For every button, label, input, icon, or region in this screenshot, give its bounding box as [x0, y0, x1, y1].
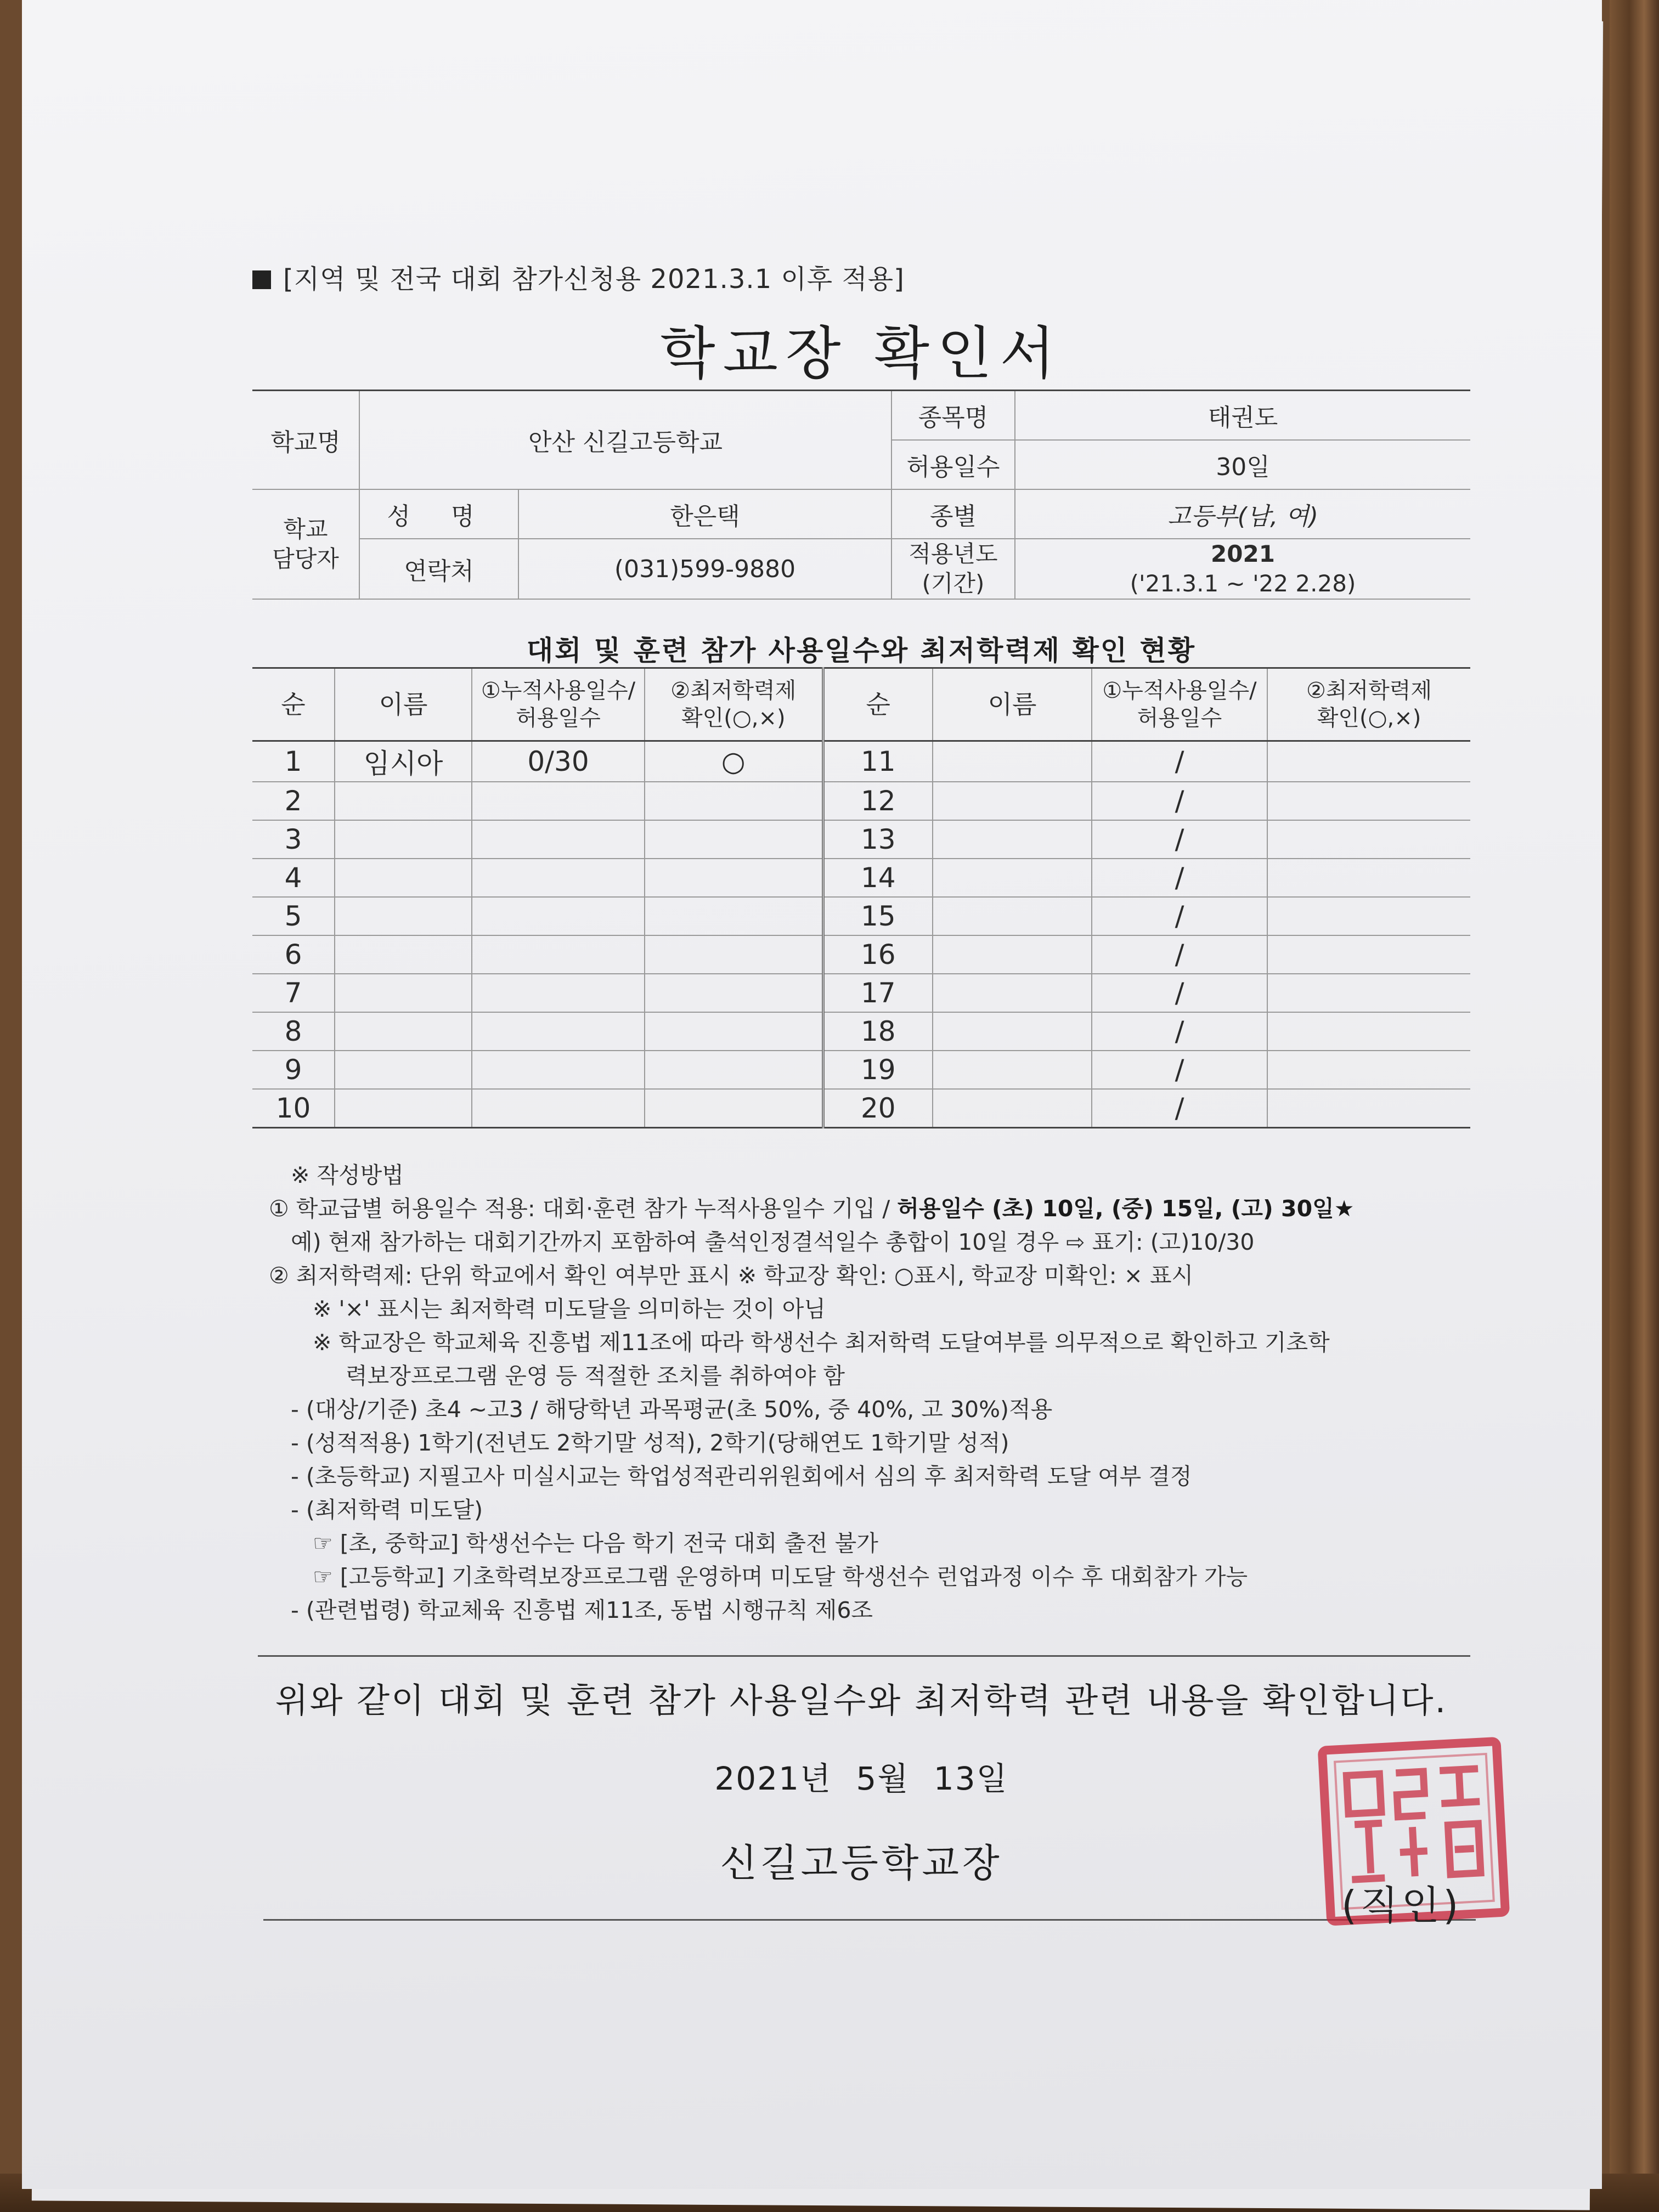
cell-right-name — [933, 974, 1092, 1012]
cell-right-no: 14 — [823, 859, 933, 897]
official-seal-mark: (직인) — [1341, 1882, 1462, 1928]
event-label: 종목명 — [891, 391, 1015, 441]
table-row — [252, 859, 1470, 897]
status-section-title: 대회 및 훈련 참가 사용일수와 최저학력제 확인 현황 — [526, 635, 1197, 667]
cell-right-no: 12 — [823, 782, 933, 820]
allowed-days-label: 허용일수 — [891, 440, 1015, 489]
year-label: 적용년도 (기간) — [891, 539, 1015, 599]
cell-right-days: / — [1092, 820, 1267, 859]
cell-right-days: / — [1092, 974, 1267, 1012]
instruction-item-2-note-2-cont: 력보장프로그램 운영 등 적절한 조치를 취하여야 함 — [346, 1363, 845, 1389]
cell-right-days: / — [1092, 935, 1267, 974]
cell-right-name — [933, 935, 1092, 974]
cell-left-days — [472, 782, 645, 820]
cell-left-no: 3 — [252, 820, 335, 859]
name-value: 한은택 — [518, 489, 891, 539]
cell-right-check — [1267, 897, 1470, 935]
cell-left-check — [645, 1089, 823, 1128]
instruction-detail-target: - (대상/기준) 초4 ~고3 / 해당학년 과목평균(초 50%, 중 40%, 고 30%)적용 — [291, 1396, 1053, 1423]
cell-left-name — [335, 782, 472, 820]
allowed-days-value: 30일 — [1015, 440, 1470, 489]
cell-left-no: 5 — [252, 897, 335, 935]
table-row — [252, 820, 1470, 859]
cell-right-name — [933, 1012, 1092, 1051]
document-page — [22, 0, 1602, 2189]
cell-right-no: 13 — [823, 820, 933, 859]
col-header-name: 이름 — [335, 668, 472, 741]
col-header-no: 순 — [252, 668, 335, 741]
status-header-row — [252, 668, 1470, 741]
instructions-section — [269, 1159, 1487, 1627]
cell-right-name — [933, 741, 1092, 782]
cell-left-days — [472, 1051, 645, 1089]
cell-right-days: / — [1092, 859, 1267, 897]
cell-left-days — [472, 974, 645, 1012]
cell-right-days: / — [1092, 897, 1267, 935]
cell-right-name — [933, 1051, 1092, 1089]
col-header-check: ②최저학력제 확인(○,×) — [645, 668, 823, 741]
cell-left-check — [645, 897, 823, 935]
table-row — [252, 741, 1470, 782]
table-row — [252, 974, 1470, 1012]
cell-right-check — [1267, 741, 1470, 782]
table-row — [252, 782, 1470, 820]
cell-right-check — [1267, 820, 1470, 859]
instruction-item-1-example: 예) 현재 참가하는 대회기간까지 포함하여 출석인정결석일수 총합이 10일 경우 ⇨ 표기: (고)10/30 — [291, 1229, 1255, 1255]
name-label: 성 명 — [359, 489, 518, 539]
col-header-no-right: 순 — [823, 668, 933, 741]
cell-left-no: 1 — [252, 741, 335, 782]
cell-left-no: 6 — [252, 935, 335, 974]
cell-left-days — [472, 897, 645, 935]
cell-left-check — [645, 1051, 823, 1089]
instruction-item-2: ② 최저학력제: 단위 학교에서 확인 여부만 표시 ※ 학교장 확인: ○표시, 학교장 미확인: × 표시 — [269, 1262, 1194, 1289]
cell-left-check — [645, 974, 823, 1012]
instruction-detail-below-min-b: ☞ [고등학교] 기초학력보장프로그램 운영하며 미도달 학생선수 런업과정 이수 후 대회참가 가능 — [313, 1564, 1248, 1590]
cell-right-check — [1267, 935, 1470, 974]
cell-left-name — [335, 820, 472, 859]
cell-left-name — [335, 935, 472, 974]
col-header-days-right: ①누적사용일수/ 허용일수 — [1092, 668, 1267, 741]
cell-right-days: / — [1092, 782, 1267, 820]
table-row — [252, 1051, 1470, 1089]
cell-right-no: 16 — [823, 935, 933, 974]
cell-right-days: / — [1092, 1089, 1267, 1128]
event-value: 태권도 — [1015, 391, 1470, 441]
cell-right-check — [1267, 1012, 1470, 1051]
cell-left-no: 8 — [252, 1012, 335, 1051]
instruction-detail-grades: - (성적적용) 1학기(전년도 2학기말 성적), 2학기(당해연도 1학기말 성적) — [291, 1430, 1009, 1456]
cell-left-check — [645, 935, 823, 974]
table-row — [252, 1089, 1470, 1128]
school-name-label: 학교명 — [252, 391, 359, 490]
cell-left-name: 임시아 — [335, 741, 472, 782]
table-row — [252, 935, 1470, 974]
cell-right-name — [933, 1089, 1092, 1128]
divider — [263, 1919, 1476, 1921]
document-title: 학교장 확인서 — [660, 320, 1063, 387]
cell-left-no: 2 — [252, 782, 335, 820]
cell-left-days — [472, 1012, 645, 1051]
cell-left-name — [335, 897, 472, 935]
instruction-item-2-note-2: ※ 학교장은 학교체육 진흥법 제11조에 따라 학생선수 최저학력 도달여부를 의무적으로 확인하고 기초학 — [313, 1329, 1330, 1356]
table-row — [252, 1012, 1470, 1051]
cell-left-name — [335, 1089, 472, 1128]
instruction-detail-below-min-a: ☞ [초, 중학교] 학생선수는 다음 학기 전국 대회 출전 불가 — [313, 1530, 878, 1556]
cell-left-days — [472, 935, 645, 974]
instruction-item-1: ① 학교급별 허용일수 적용: 대회·훈련 참가 누적사용일수 기입 / 허용일수 (초) 10일, (중) 15일, (고) 30일★ — [269, 1195, 1355, 1222]
divider — [258, 1655, 1470, 1657]
cell-left-name — [335, 859, 472, 897]
cell-left-days — [472, 859, 645, 897]
cell-right-name — [933, 820, 1092, 859]
instruction-item-2-note-1: ※ '×' 표시는 최저학력 미도달을 의미하는 것이 아님 — [313, 1296, 826, 1322]
cell-right-check — [1267, 1089, 1470, 1128]
cell-right-days: / — [1092, 1012, 1267, 1051]
principal-signature-line: 신길고등학교장 — [720, 1841, 1003, 1886]
cell-right-check — [1267, 859, 1470, 897]
cell-left-check — [645, 1012, 823, 1051]
cell-left-days — [472, 820, 645, 859]
cell-right-no: 15 — [823, 897, 933, 935]
cell-left-name — [335, 974, 472, 1012]
instruction-detail-law: - (관련법령) 학교체육 진흥법 제11조, 동법 시행규칙 제6조 — [291, 1597, 873, 1623]
cell-right-name — [933, 782, 1092, 820]
cell-left-name — [335, 1012, 472, 1051]
document-date: 2021년 5월 13일 — [714, 1760, 1008, 1797]
cell-left-no: 10 — [252, 1089, 335, 1128]
contact-value: (031)599-9880 — [518, 539, 891, 599]
cell-right-no: 18 — [823, 1012, 933, 1051]
category-value: 고등부(남, 여) — [1015, 489, 1470, 539]
instruction-detail-elementary: - (초등학교) 지필고사 미실시교는 학업성적관리위원회에서 심의 후 최저학력 도달 여부 결정 — [291, 1463, 1192, 1489]
cell-left-no: 7 — [252, 974, 335, 1012]
cell-right-name — [933, 897, 1092, 935]
instruction-detail-below-min: - (최저학력 미도달) — [291, 1497, 483, 1523]
form-applicability-note: [지역 및 전국 대회 참가신청용 2021.3.1 이후 적용] — [252, 258, 905, 296]
table-row — [252, 897, 1470, 935]
status-rows — [252, 741, 1470, 1128]
manager-label: 학교 담당자 — [252, 489, 359, 599]
square-bullet-icon — [252, 270, 271, 289]
col-header-check-right: ②최저학력제 확인(○,×) — [1267, 668, 1470, 741]
col-header-name-right: 이름 — [933, 668, 1092, 741]
wood-surface — [1610, 0, 1659, 2212]
cell-right-no: 20 — [823, 1089, 933, 1128]
cell-right-check — [1267, 1051, 1470, 1089]
cell-right-no: 19 — [823, 1051, 933, 1089]
year-value: 2021 ('21.3.1 ~ '22 2.28) — [1015, 539, 1470, 599]
cell-right-check — [1267, 782, 1470, 820]
cell-left-check: ○ — [645, 741, 823, 782]
cell-left-check — [645, 859, 823, 897]
contact-label: 연락처 — [359, 539, 518, 599]
instructions-heading: ※ 작성방법 — [291, 1162, 404, 1188]
cell-right-days: / — [1092, 741, 1267, 782]
cell-left-no: 9 — [252, 1051, 335, 1089]
cell-right-no: 11 — [823, 741, 933, 782]
cell-right-check — [1267, 974, 1470, 1012]
school-info-table — [252, 390, 1470, 600]
cell-left-name — [335, 1051, 472, 1089]
school-name-value: 안산 신길고등학교 — [359, 391, 891, 490]
cell-right-no: 17 — [823, 974, 933, 1012]
col-header-days: ①누적사용일수/ 허용일수 — [472, 668, 645, 741]
cell-left-days: 0/30 — [472, 741, 645, 782]
confirmation-statement: 위와 같이 대회 및 훈련 참가 사용일수와 최저학력 관련 내용을 확인합니다. — [275, 1680, 1448, 1720]
cell-left-no: 4 — [252, 859, 335, 897]
cell-left-check — [645, 782, 823, 820]
participation-status-table — [252, 667, 1470, 1128]
cell-right-days: / — [1092, 1051, 1267, 1089]
category-label: 종별 — [891, 489, 1015, 539]
cell-left-days — [472, 1089, 645, 1128]
cell-right-name — [933, 859, 1092, 897]
cell-left-check — [645, 820, 823, 859]
